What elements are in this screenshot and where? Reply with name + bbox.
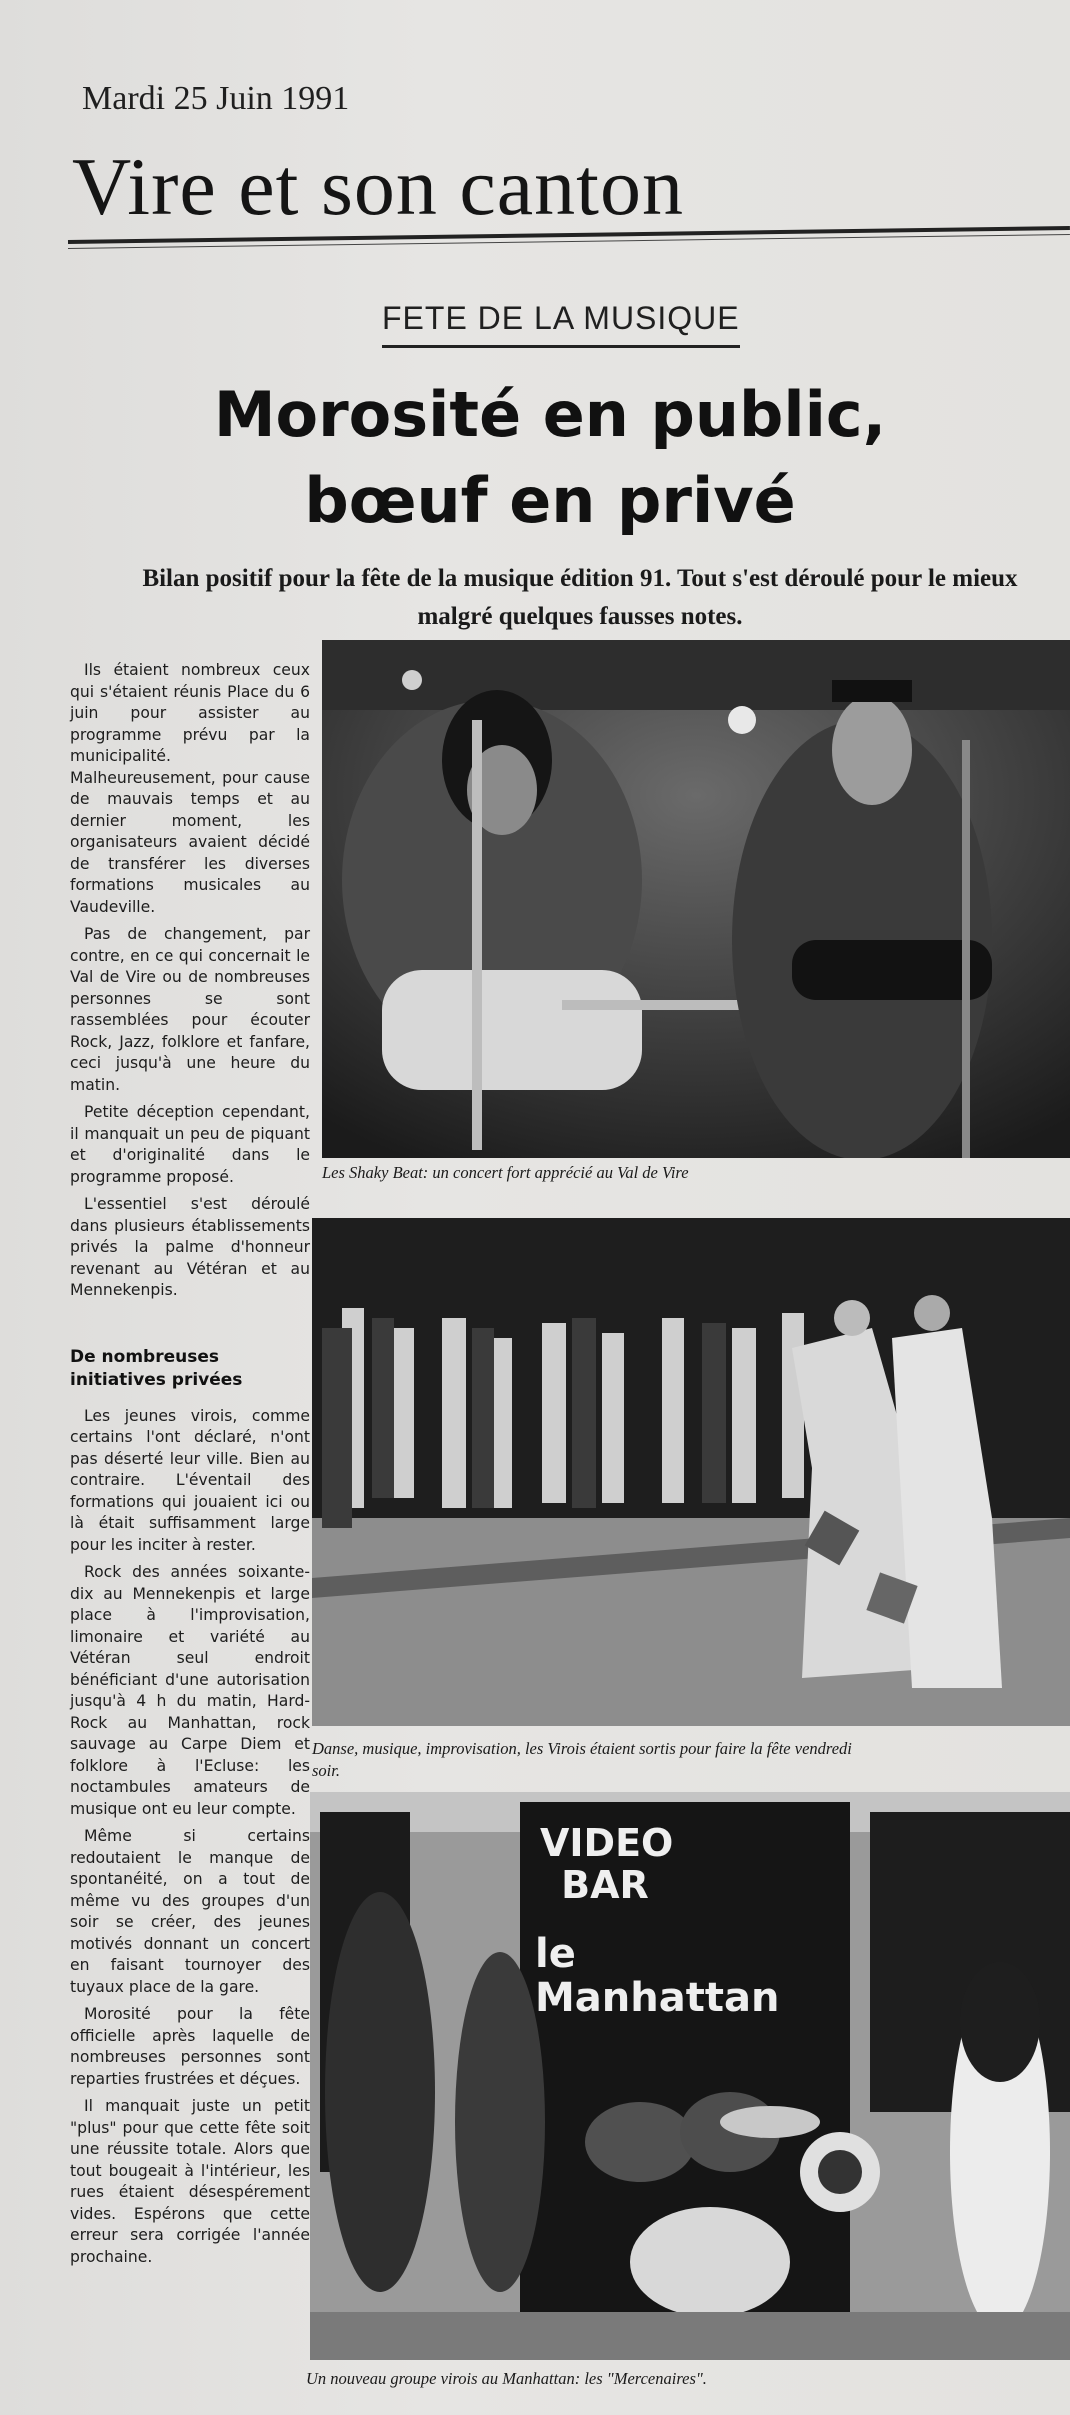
paragraph: Les jeunes virois, comme certains l'ont déclaré, n'ont pas déserté leur ville. Bien au contraire. L'éventail des formations qui jouaient ici ou là était suffisamment large pour les inciter à rester. <box>70 1406 310 1554</box>
paragraph: Ils étaient nombreux ceux qui s'étaient réunis Place du 6 juin pour assister au programme prévu par la municipalité. Malheureusement, pour cause de mauvais temps et au dernier moment, les organisateurs avaient décidé de transférer les diverses formations musicales au Vaudeville. <box>70 661 310 916</box>
paragraph: Même si certains redoutaient le manque de spontanéité, on a tout de même vu des groupes d'un soir se créer, des jeunes motivés donnant un concert en faisant tournoyer des tuyaux place de la gare. <box>70 1827 310 1996</box>
paragraph: Rock des années soixante-dix au Mennekenpis et large place à l'improvisation, limonaire et variété au Vétéran seul endroit bénéficiant d'une autorisation jusqu'à 4 h du matin, Hard-Rock au Manhattan, rock sauvage au Carpe Diem et folklore à l'Ecluse: les noctambules amateurs de musique ont eu leur compte. <box>70 1563 310 1818</box>
issue-date: Mardi 25 Juin 1991 <box>82 80 350 117</box>
paragraph: Pas de changement, par contre, en ce qui concernait le Val de Vire ou de nombreuses personnes se sont rassemblées pour écouter Rock, Jazz, folklore et fanfare, ceci jusqu'à une heure du matin. <box>70 925 310 1094</box>
paragraph: Morosité pour la fête officielle après laquelle de nombreuses personnes sont reparties frustrées et déçues. <box>70 2005 310 2088</box>
video-bar-sign <box>540 1821 674 1907</box>
caption-photo-2 <box>312 1738 1070 1782</box>
photo-shaky-beat-image <box>322 640 1070 1158</box>
paragraph: Petite déception cependant, il manquait un peu de piquant et d'originalité dans le programme proposé. <box>70 1103 310 1186</box>
article-subhead: De nombreuses initiatives privées <box>70 1346 243 1390</box>
paragraph: L'essentiel s'est déroulé dans plusieurs établissements privés la palme d'honneur revenant au Vétéran et au Mennekenpis. <box>70 1195 310 1299</box>
headline-line-1: Morosité en public, <box>213 378 887 451</box>
article-headline <box>150 372 950 544</box>
photo-street-crowd-image <box>312 1218 1070 1726</box>
sign-text-manhattan: Manhattan <box>535 1975 780 2021</box>
photo-street-crowd <box>312 1218 1070 1726</box>
section-title: Vire et son canton <box>72 141 684 232</box>
article-kicker: FETE DE LA MUSIQUE <box>382 300 740 348</box>
manhattan-sign <box>535 1932 835 2020</box>
caption-photo-3: Un nouveau groupe virois au Manhattan: les "Mercenaires". <box>306 2369 707 2388</box>
caption-photo-2-line-2: soir. <box>312 1761 340 1780</box>
caption-photo-1: Les Shaky Beat: un concert fort apprécié au Val de Vire <box>322 1163 689 1182</box>
sign-text-le: le <box>535 1931 576 1977</box>
standfirst-line-1: Bilan positif pour la fête de la musique édition 91. Tout s'est déroulé pour le mieux <box>142 565 1018 592</box>
photo-manhattan-image <box>310 1792 1070 2360</box>
standfirst-line-2: malgré quelques fausses notes. <box>417 603 743 630</box>
sign-text-bar: BAR <box>561 1863 649 1907</box>
caption-photo-2-line-1: Danse, musique, improvisation, les Virois étaient sortis pour faire la fête vendredi <box>312 1739 852 1758</box>
paragraph: Il manquait juste un petit "plus" pour que cette fête soit une réussite totale. Alors que tout bougeait à l'intérieur, les rues étaient désespérement vides. Espérons que cette erreur sera corrigée l'année prochaine. <box>70 2097 310 2266</box>
headline-line-2: bœuf en privé <box>304 464 796 537</box>
sign-text-video: VIDEO <box>540 1821 674 1865</box>
article-standfirst <box>100 560 1060 636</box>
article-body <box>70 660 310 2274</box>
photo-manhattan <box>310 1792 1070 2360</box>
photo-shaky-beat <box>322 640 1070 1158</box>
